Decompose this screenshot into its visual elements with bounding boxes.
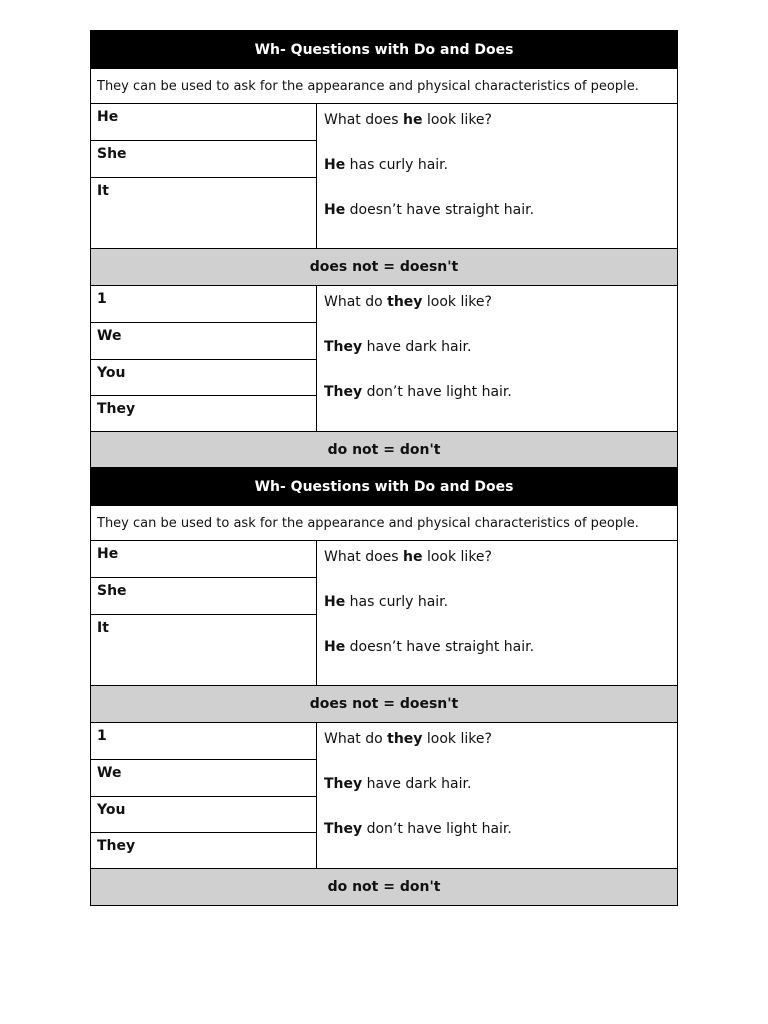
grammar-card [90, 467, 678, 906]
pronoun-cell: 1 [91, 286, 316, 323]
grammar-card [90, 30, 678, 469]
singular-section [91, 541, 677, 686]
example-line [324, 113, 677, 158]
plural-section [91, 286, 677, 432]
line-bold-word: They [324, 339, 363, 355]
pronoun-column [91, 541, 317, 685]
example-line [324, 340, 677, 385]
line-text: look like? [422, 549, 492, 565]
pronoun-cell: It [97, 620, 109, 636]
line-text: doesn’t have straight hair. [345, 202, 535, 218]
line-bold-word: He [324, 594, 346, 610]
example-line [324, 732, 677, 777]
line-text: What does [324, 549, 404, 565]
line-bold-word: They [324, 384, 363, 400]
line-bold-word: they [387, 294, 423, 310]
singular-section [91, 104, 677, 249]
example-sentences [317, 541, 677, 685]
line-text: look like? [422, 112, 492, 128]
line-bold-word: they [387, 731, 423, 747]
line-bold-word: He [324, 639, 346, 655]
example-sentences [317, 723, 677, 868]
line-text: have dark hair. [362, 776, 472, 792]
line-text: look like? [422, 294, 492, 310]
line-text: don’t have light hair. [362, 384, 512, 400]
contraction-note: does not = doesn't [91, 249, 677, 286]
line-bold-word: he [403, 112, 423, 128]
pronoun-cell: He [91, 541, 316, 578]
example-sentences [317, 104, 677, 248]
line-text: What does [324, 112, 404, 128]
line-text: have dark hair. [362, 339, 472, 355]
line-bold-word: He [324, 202, 346, 218]
pronoun-cell: It [97, 183, 109, 199]
example-line [324, 385, 677, 430]
pronoun-column [91, 104, 317, 248]
plural-section [91, 723, 677, 869]
pronoun-cell: He [91, 104, 316, 141]
example-line [324, 203, 677, 248]
line-text: doesn’t have straight hair. [345, 639, 535, 655]
line-text: What do [324, 294, 388, 310]
line-text: has curly hair. [345, 157, 449, 173]
line-bold-word: They [324, 821, 363, 837]
example-sentences [317, 286, 677, 431]
example-line [324, 295, 677, 340]
contraction-note: does not = doesn't [91, 686, 677, 723]
line-bold-word: They [324, 776, 363, 792]
pronoun-cell: They [97, 838, 136, 854]
contraction-note: do not = don't [91, 869, 677, 905]
pronoun-cell: You [91, 797, 316, 833]
example-line [324, 550, 677, 595]
contraction-note: do not = don't [91, 432, 677, 468]
pronoun-column [91, 723, 317, 868]
line-text: What do [324, 731, 388, 747]
line-bold-word: he [403, 549, 423, 565]
pronoun-cell: She [91, 578, 316, 615]
card-description: They can be used to ask for the appearance and physical characteristics of people. [91, 506, 677, 541]
line-text: don’t have light hair. [362, 821, 512, 837]
card-title: Wh- Questions with Do and Does [91, 31, 677, 69]
line-bold-word: He [324, 157, 346, 173]
line-text: has curly hair. [345, 594, 449, 610]
example-line [324, 595, 677, 640]
pronoun-cell: We [91, 323, 316, 360]
card-description: They can be used to ask for the appearance and physical characteristics of people. [91, 69, 677, 104]
pronoun-column [91, 286, 317, 431]
example-line [324, 640, 677, 685]
example-line [324, 158, 677, 203]
pronoun-cell: She [91, 141, 316, 178]
card-title: Wh- Questions with Do and Does [91, 468, 677, 506]
pronoun-cell: 1 [91, 723, 316, 760]
line-text: look like? [422, 731, 492, 747]
pronoun-cell: You [91, 360, 316, 396]
example-line [324, 822, 677, 867]
example-line [324, 777, 677, 822]
pronoun-cell: We [91, 760, 316, 797]
pronoun-cell: They [97, 401, 136, 417]
